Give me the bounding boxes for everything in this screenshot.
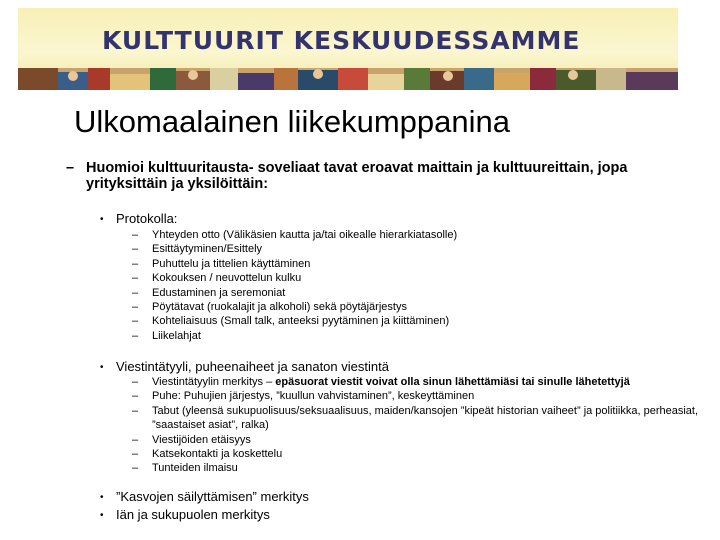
list-item: – Pöytätavat (ruokalajit ja alkoholi) sekä pöytäjärjestys [132, 301, 407, 314]
list-item: – Puhe: Puhujien järjestys, ”kuullun vahvistaminen”, keskeyttäminen [132, 390, 475, 403]
bullet-marker: • [100, 214, 104, 225]
section-label: Protokolla: [116, 211, 178, 226]
bullet-marker: • [100, 362, 104, 373]
bullet-marker: • [100, 510, 104, 521]
protokolla-list [132, 228, 702, 343]
emphasis-text: epäsuorat viestit voivat olla sinun lähettämiäsi tai sinulle lähetettyjä [275, 376, 630, 388]
section-viestinta [100, 359, 389, 374]
intro-text: Huomioi kulttuuritausta- soveliaat tavat eroavat maittain ja kulttuureittain, jopa yrityksittäin ja yksilöittäin: [86, 160, 628, 192]
list-item: – Edustaminen ja seremoniat [132, 286, 286, 299]
viestinta-list [132, 375, 702, 476]
list-item: – Puhuttelu ja tittelien käyttäminen [132, 257, 311, 270]
banner-title: KULTTUURIT KESKUUDESSAMME [102, 26, 581, 55]
closing-text: ”Kasvojen säilyttämisen” merkitys [116, 489, 309, 504]
bullet-marker: • [100, 492, 104, 503]
list-item: – Viestintätyylin merkitys – epäsuorat viestit voivat olla sinun lähettämiäsi tai sinulle lähetettyjä [132, 376, 630, 388]
closing-point [100, 507, 270, 522]
dash-marker: – [66, 160, 75, 176]
intro-point [66, 160, 696, 192]
banner-illustration-strip [18, 68, 678, 90]
section-protokolla [100, 211, 177, 226]
list-item: – Yhteyden otto (Välikäsien kautta ja/tai oikealle hierarkiatasolle) [132, 229, 458, 241]
header-banner [18, 8, 678, 90]
list-item: – Tabut (yleensä sukupuolisuus/seksuaalisuus, maiden/kansojen ”kipeät historian vaiheet” ja politiikka, perheasiat, ”saastaiset asiat”, ralka) [132, 404, 699, 432]
list-item: – Viestijöiden etäisyys [132, 433, 251, 446]
list-item: – Tunteiden ilmaisu [132, 462, 238, 475]
list-item: – Katsekontakti ja koskettelu [132, 448, 283, 461]
list-item: – Kokouksen / neuvottelun kulku [132, 272, 302, 285]
slide-title: Ulkomaalainen liikekumppanina [74, 104, 510, 139]
closing-point [100, 489, 309, 504]
section-label: Viestintätyyli, puheenaiheet ja sanaton viestintä [116, 359, 389, 374]
closing-text: Iän ja sukupuolen merkitys [116, 507, 270, 522]
list-item: – Kohteliaisuus (Small talk, anteeksi pyytäminen ja kiittäminen) [132, 315, 450, 328]
list-item: – Liikelahjat [132, 329, 201, 342]
list-item: – Esittäytyminen/Esittely [132, 243, 263, 256]
